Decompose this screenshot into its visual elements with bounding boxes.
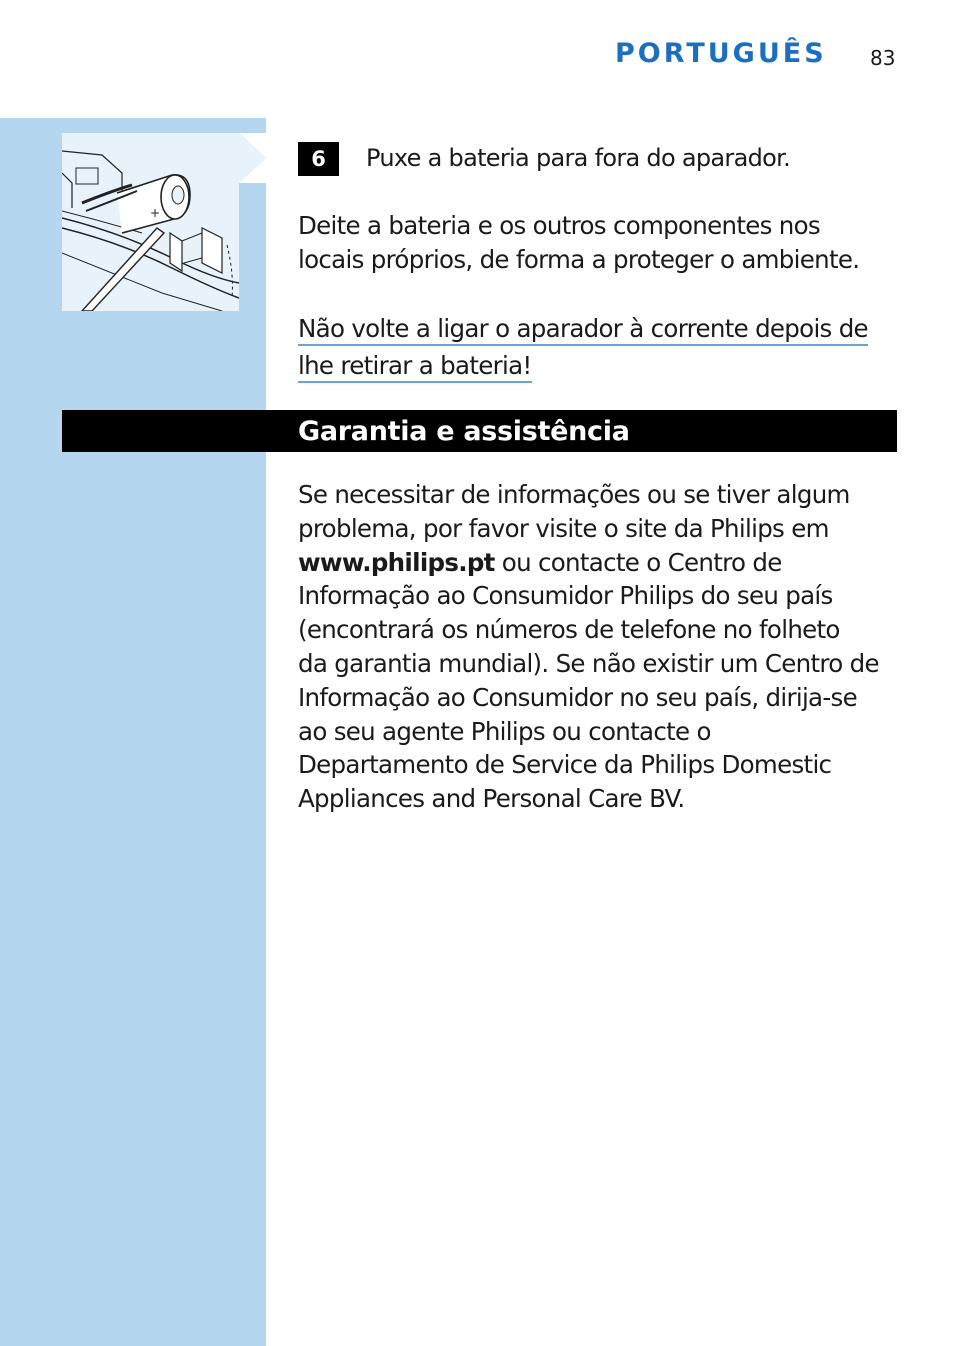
text-line: Se necessitar de informações ou se tiver algum [298, 480, 850, 509]
guarantee-paragraph [298, 478, 898, 816]
text-line: problema, por favor visite o site da Philips em [298, 513, 829, 543]
text-line: Appliances and Personal Care BV. [298, 784, 685, 814]
text-line [298, 546, 898, 580]
text-line: da garantia mundial). Se não existir um Centro de [298, 648, 879, 678]
step-instruction: Puxe a bateria para fora do aparador. [366, 144, 791, 172]
text-line: Departamento de Service da Philips Domestic [298, 750, 832, 780]
text-line: (encontrará os números de telefone no folheto [298, 615, 840, 645]
warning-paragraph [298, 312, 898, 386]
step-number-badge: 6 [298, 142, 339, 176]
text-fragment: ou contacte o Centro de [494, 547, 782, 577]
section-title: Garantia e assistência [298, 415, 630, 447]
battery-removal-illustration [62, 133, 239, 311]
page-number: 83 [870, 46, 896, 70]
language-heading: PORTUGUÊS [615, 38, 827, 69]
warning-line: Não volte a ligar o aparador à corrente depois de [298, 314, 868, 346]
warning-line: lhe retirar a bateria! [298, 351, 532, 383]
text-line: Informação ao Consumidor Philips do seu país [298, 581, 833, 611]
text-line: locais próprios, de forma a proteger o ambiente. [298, 244, 860, 274]
battery-removal-drawing [62, 133, 239, 311]
disposal-paragraph [298, 209, 898, 277]
svg-text:+: + [150, 206, 161, 220]
illustration-pointer [239, 133, 266, 183]
text-line: Informação ao Consumidor no seu país, dirija-se [298, 682, 857, 712]
text-line: Deite a bateria e os outros componentes nos [298, 211, 820, 240]
text-line: ao seu agente Philips ou contacte o [298, 716, 711, 746]
philips-website-link[interactable]: www.philips.pt [298, 547, 495, 577]
